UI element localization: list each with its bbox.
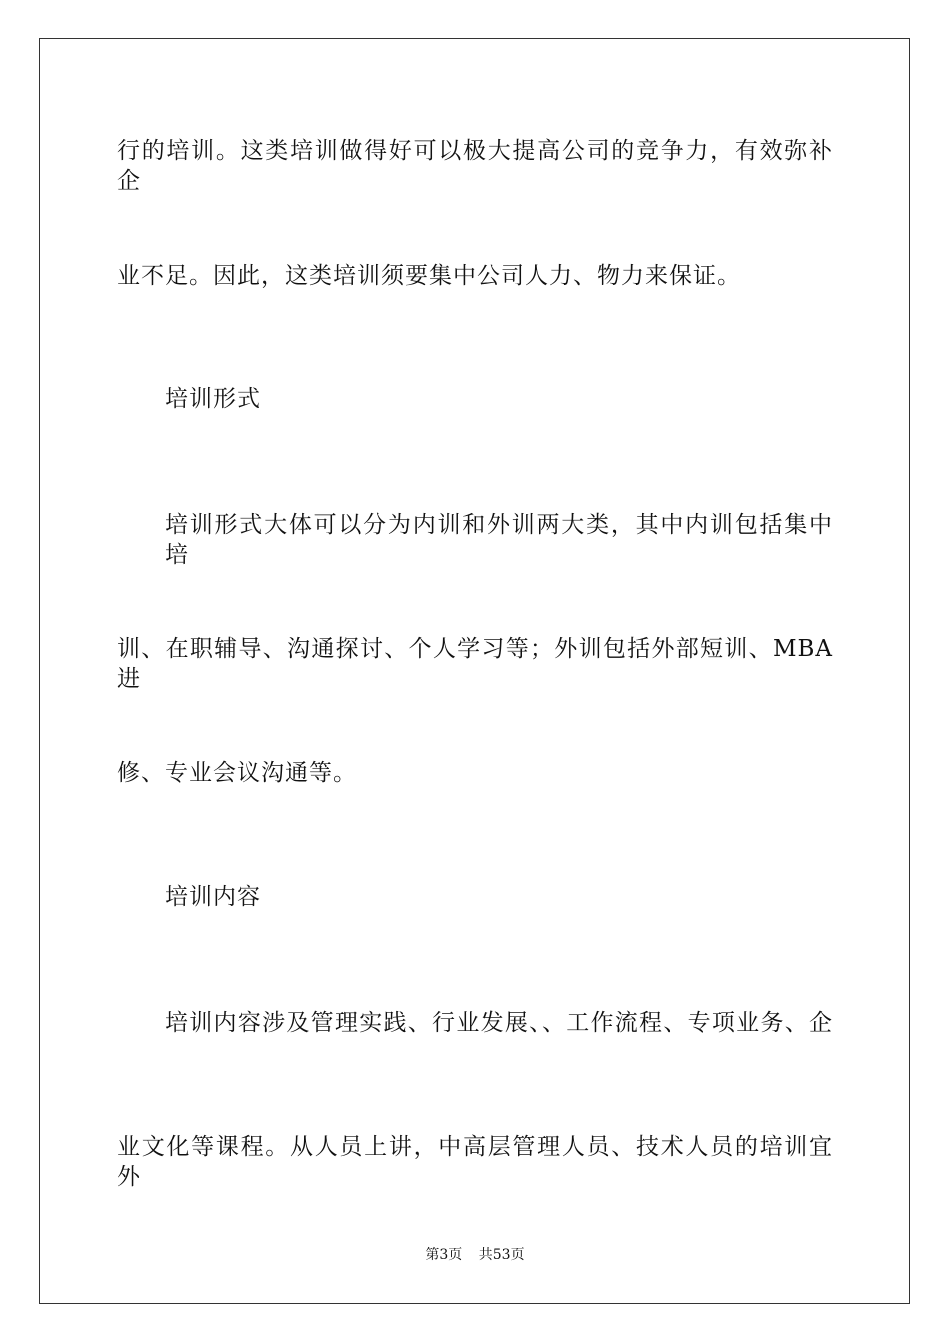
- section-heading: 培训形式: [165, 386, 261, 412]
- body-text-line: 业文化等课程。从人员上讲，中高层管理人员、技术人员的培训宜外: [117, 1134, 833, 1190]
- body-text-line: 培训形式大体可以分为内训和外训两大类，其中内训包括集中培: [165, 512, 833, 568]
- body-text-line: 训、在职辅导、沟通探讨、个人学习等；外训包括外部短训、MBA进: [117, 636, 833, 692]
- section-heading: 培训内容: [165, 884, 261, 910]
- body-text-line: 行的培训。这类培训做得好可以极大提高公司的竞争力，有效弥补企: [117, 138, 833, 194]
- body-text-line: 修、专业会议沟通等。: [117, 760, 357, 786]
- body-text-line: 业不足。因此，这类培训须要集中公司人力、物力来保证。: [117, 263, 741, 289]
- page-total: 共53页: [478, 1247, 525, 1263]
- page-footer: [0, 1246, 950, 1264]
- page-number: 第3页: [425, 1247, 463, 1263]
- body-text-line: 培训内容涉及管理实践、行业发展、、工作流程、专项业务、企: [165, 1010, 833, 1036]
